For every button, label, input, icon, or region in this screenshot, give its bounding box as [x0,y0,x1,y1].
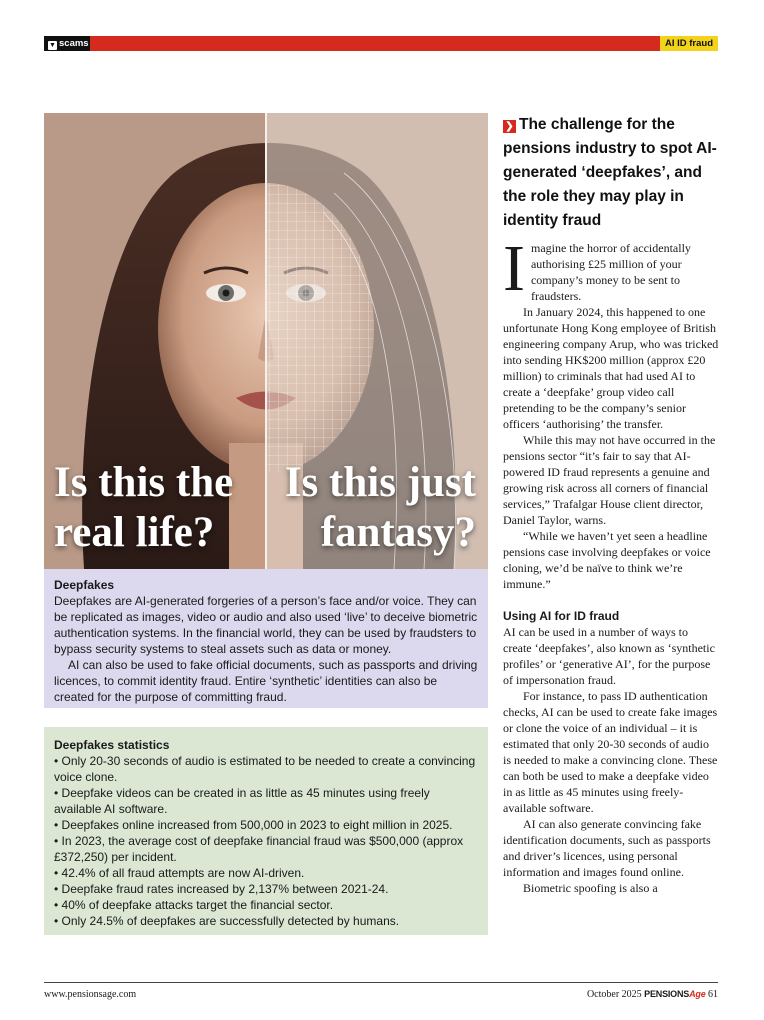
footer-divider [44,982,718,983]
deepfakes-paragraph: AI can also be used to fake official documents, such as passports and driving licences, to commit identity fraud. Entire ‘synthetic’ identities can also be created for the purpose of committing fraud. [54,658,478,704]
headline-text: The challenge for the pensions industry to spot AI-generated ‘deepfakes’, and the role they may play in identity fraud [503,116,717,229]
dropcap: I [503,232,525,305]
chevron-down-icon: ▼ [49,42,56,49]
hero-left-line-1: Is this the [54,459,234,506]
topic-tag: AI ID fraud [660,36,718,51]
article-paragraph: “While we haven’t yet seen a headline pensions case involving deepfakes or voice cloning, we’d be naïve to think we’re immune.” [503,529,711,591]
article-header [503,113,719,233]
section-label: scams [59,38,89,49]
stats-item: • Only 20-30 seconds of audio is estimated to be needed to create a convincing voice clone. [54,753,478,785]
article-paragraph: For instance, to pass ID authentication checks, AI can be used to create fake images or clone the voice of an individual – it is estimated that only 20-30 seconds of audio is needed to make a convincing clone. These can both be used to make a deepfake video in as little as 45 minutes using freely-available software. [503,689,718,815]
stats-item: • Deepfakes online increased from 500,000 in 2023 to eight million in 2025. [54,817,478,833]
stats-box-title: Deepfakes statistics [54,738,170,752]
brand-accent: Age [689,989,706,999]
article-body [503,232,719,896]
hero-left-caption [54,458,259,558]
hero-right-caption [261,458,476,558]
article-paragraph: AI can be used in a number of ways to create ‘deepfakes’, also known as ‘synthetic profiles’ or ‘generative AI’, for the purpose of impersonation fraud. [503,625,715,687]
article-paragraph: While this may not have occurred in the pensions sector “it’s fair to say that AI-powered ID fraud represents a genuine and growing risk across all corners of financial services,” Trafalgar House client director, Daniel Taylor, warns. [503,433,716,527]
article-paragraph: AI can also generate convincing fake identification documents, such as passports and driver’s licences, using personal information and images found online. [503,817,711,879]
article-subhead: Using AI for ID fraud [503,609,620,623]
article-paragraph: In January 2024, this happened to one unfortunate Hong Kong employee of British engineering company Arup, who was tricked into sending HK$200 million (approx £20 million) to criminals that had used AI to create a ‘deepfake’ group video call pretending to be the company’s senior officers ‘authorising’ the transfer. [503,305,719,431]
section-tag [44,36,90,51]
article-headline [503,113,719,233]
hero-right-line-1: Is this just [284,459,476,506]
stats-item: • Only 24.5% of deepfakes are successfully detected by humans. [54,913,478,929]
footer-issue-date: October 2025 [586,989,642,1000]
intro-text: magine the horror of accidentally authorising £25 million of your company’s money to be sent to fraudsters. [530,241,691,303]
footer-issue-info [587,989,718,1000]
stats-box [44,727,488,935]
brand-main: PENSIONS [644,989,690,999]
stats-item: • Deepfake videos can be created in as little as 45 minutes using freely available AI software. [54,785,478,817]
header-bar [44,36,718,51]
hero-image [44,113,488,569]
hero-left-line-2: real life? [54,509,215,556]
stats-item: • Deepfake fraud rates increased by 2,137% between 2021-24. [54,881,478,897]
stats-item: • 42.4% of all fraud attempts are now AI-driven. [54,865,478,881]
footer-website[interactable]: www.pensionsage.com [44,989,137,1000]
intro-paragraph [503,232,719,305]
deepfakes-box [44,569,488,708]
deepfakes-paragraph: Deepfakes are AI-generated forgeries of a person’s face and/or voice. They can be replicated as images, video or audio and also used ‘live’ to deceive biometric authentication systems. In the financial world, they can be used by fraudsters to bypass security systems to steal assets such as data or money. [54,594,478,656]
arrow-right-icon: ❯ [503,120,516,133]
deepfakes-box-title: Deepfakes [54,578,115,592]
stats-list [54,753,478,929]
article-paragraph: Biometric spoofing is also a [523,881,658,895]
page-number: 61 [708,989,718,1000]
hero-right-line-2: fantasy? [320,509,476,556]
publication-logo [644,989,705,999]
stats-item: • 40% of deepfake attacks target the financial sector. [54,897,478,913]
stats-item: • In 2023, the average cost of deepfake financial fraud was $500,000 (approx £372,250) per incident. [54,833,478,865]
